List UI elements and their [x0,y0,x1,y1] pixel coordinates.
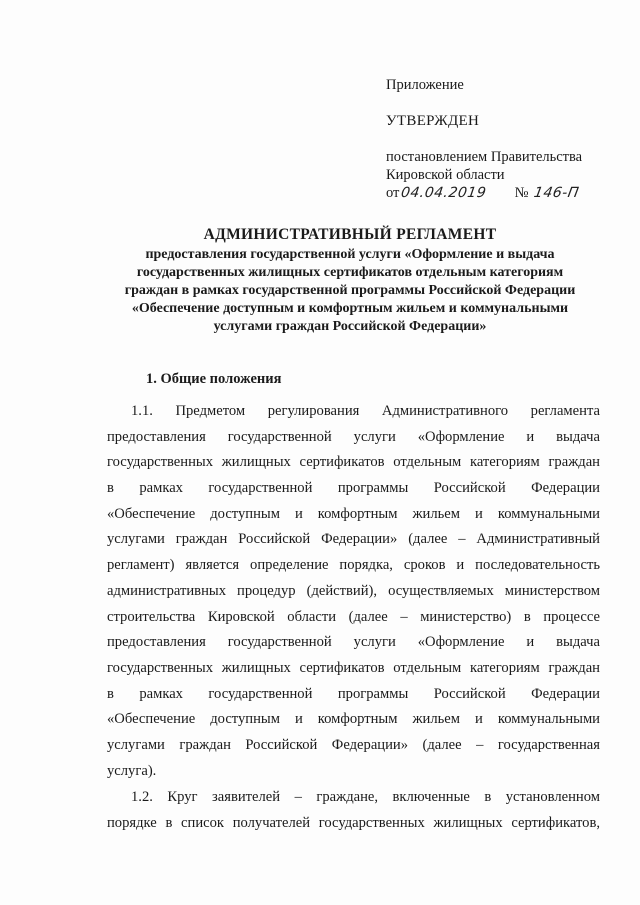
text-line: 1.2. Круг заявителей – граждане, включенные в установленном [131,789,600,806]
approved-by-line-2: Кировской области [386,167,505,183]
text-line: строительства Кировской области (далее – министерство) в процессе [107,608,600,625]
section-heading: 1. Общие положения [146,371,282,387]
text-line: 1.1. Предметом регулирования Административного регламента [131,403,600,419]
subtitle-line: граждан в рамках государственной программы Российской Федерации [124,283,576,298]
subtitle-line: услугами граждан Российской Федерации» [213,319,487,334]
approved-by-line-1: постановлением Правительства [386,149,583,165]
approval-date-number [386,184,616,202]
paragraph-1-2 [107,785,600,836]
text-line: предоставления государственной услуги «Оформление и выдача [107,428,600,445]
document-body [107,399,600,837]
text-line: государственных жилищных сертификатов отдельным категориям граждан [107,454,600,471]
text-line: «Обеспечение доступным и комфортным жильем и коммунальными [107,505,600,522]
text-line: государственных жилищных сертификатов отдельным категориям граждан [107,659,600,676]
text-line: в рамках государственной программы Российской Федерации [107,685,600,702]
text-line: «Обеспечение доступным и комфортным жильем и коммунальными [107,711,600,728]
subtitle-line: предоставления государственной услуги «Оформление и выдача [145,247,555,262]
approval-stamp [386,76,616,202]
document-title: АДМИНИСТРАТИВНЫЙ РЕГЛАМЕНТ [203,226,497,243]
text-line: услугами граждан Российской Федерации» (далее – государственная [107,736,600,753]
handwritten-number: 146-П [533,185,581,201]
subtitle-line: государственных жилищных сертификатов отдельным категориям [136,265,564,280]
annex-label: Приложение [386,77,464,93]
text-line: услуга). [107,762,157,779]
text-line: в рамках государственной программы Российской Федерации [107,480,600,497]
text-line: услугами граждан Российской Федерации» (далее – Административный [107,531,600,548]
handwritten-date: 04.04.2019 [400,185,488,201]
date-prefix: от [386,185,400,201]
number-sign: № [514,185,529,201]
approved-label: УТВЕРЖДЕН [386,113,480,129]
text-line: административных процедур (действий), осуществляемых министерством [107,582,600,599]
text-line: порядке в список получателей государственных жилищных сертификатов, [107,815,600,831]
subtitle-line: «Обеспечение доступным и комфортным жильем и коммунальными [131,301,569,316]
text-line: предоставления государственной услуги «Оформление и выдача [107,634,600,651]
document-title-block [100,226,600,336]
paragraph-1-1 [107,399,600,784]
text-line: регламент) является определение порядка, сроков и последовательность [107,557,600,574]
